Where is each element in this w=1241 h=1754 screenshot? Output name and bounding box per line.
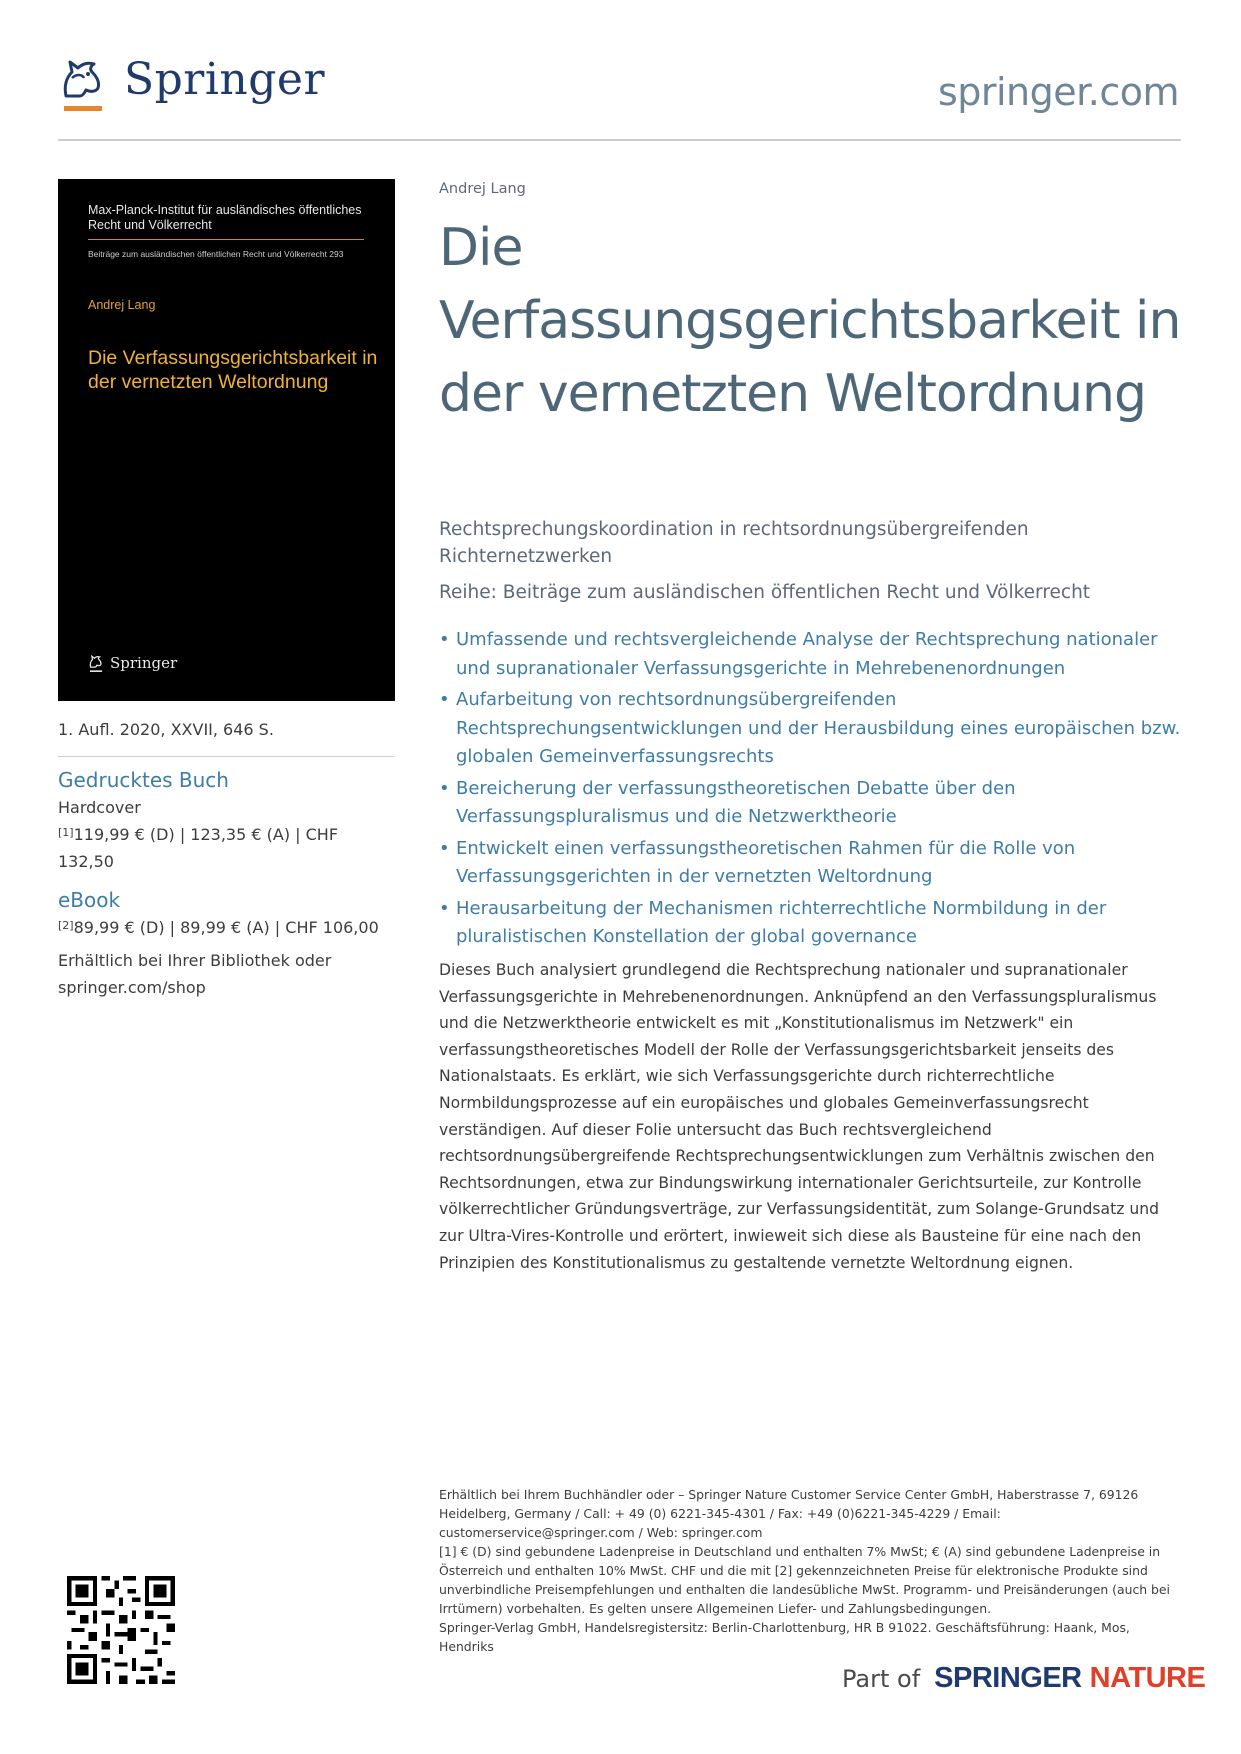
- ebook-footnote: [2]: [58, 919, 74, 932]
- brand-name: Springer: [124, 54, 325, 105]
- bullet-icon: •: [439, 837, 450, 859]
- cover-series: Beiträge zum ausländischen öffentlichen Recht und Völkerrecht 293: [88, 249, 344, 259]
- springer-horse-icon: [58, 52, 108, 114]
- ebook-price-line: [58, 914, 388, 941]
- book-title: Die Verfassungsgerichtsbarkeit in der vernetzten Weltordnung: [439, 218, 1181, 424]
- print-price: 119,99 € (D) | 123,35 € (A) | CHF 132,50: [58, 825, 339, 871]
- print-price-line: [58, 821, 388, 875]
- cover-divider: [88, 239, 364, 240]
- sidebar-divider: [58, 756, 395, 757]
- author-name: Andrej Lang: [439, 181, 526, 197]
- cover-title: Die Verfassungsgerichtsbarkeit in der vernetzten Weltordnung: [88, 347, 378, 393]
- footer-prices-note: [1] € (D) sind gebundene Ladenpreise in Deutschland und enthalten 7% MwSt; € (A) sind gebundene Ladenpreise in Österreich und enthalten 10% MwSt. CHF und die mit [2] gekennzeichneten Preise für elektronische Produkte sind unverbindliche Preisempfehlungen und enthalten die landesübliche MwSt. Programm- und Preisänderungen (auch bei Irrtümern) vorbehalten. Es gelten unsere Allgemeinen Liefer- und Zahlungsbedingungen.: [439, 1544, 1170, 1616]
- feature-item: [439, 626, 1181, 683]
- edition-info: 1. Aufl. 2020, XXVII, 646 S.: [58, 720, 274, 739]
- springer-nature-logo: [934, 1662, 1205, 1695]
- book-series: Reihe: Beiträge zum ausländischen öffentlichen Recht und Völkerrecht: [439, 582, 1091, 603]
- feature-item: [439, 835, 1181, 892]
- springer-nature-badge[interactable]: [842, 1662, 1205, 1695]
- footer-text: [439, 1485, 1184, 1656]
- cover-publisher: [88, 653, 177, 673]
- feature-item: [439, 775, 1181, 832]
- springer-horse-icon: [88, 653, 104, 673]
- feature-item: [439, 895, 1181, 952]
- qr-code-icon[interactable]: [67, 1576, 175, 1684]
- cover-author: Andrej Lang: [88, 298, 156, 312]
- feature-item: [439, 686, 1181, 772]
- bullet-icon: •: [439, 689, 450, 710]
- ebook-section: [58, 888, 388, 1001]
- bullet-icon: •: [439, 777, 450, 799]
- sn-word-springer: SPRINGER: [934, 1662, 1082, 1694]
- print-heading[interactable]: Gedrucktes Buch: [58, 768, 229, 792]
- feature-text: Entwickelt einen verfassungstheoretischen Rahmen für die Rolle von Verfassungsgerichten in der vernetzten Weltordnung: [456, 837, 1076, 887]
- feature-text: Herausarbeitung der Mechanismen richterrechtliche Normbildung in der pluralistischen Konstellation der global governance: [456, 897, 1107, 947]
- book-subtitle: Rechtsprechungskoordination in rechtsordnungsübergreifenden Richternetzwerken: [439, 519, 1029, 567]
- bullet-icon: •: [439, 629, 450, 650]
- ebook-price: 89,99 € (D) | 89,99 € (A) | CHF 106,00: [73, 918, 379, 937]
- header-divider: [58, 139, 1181, 141]
- book-description: Dieses Buch analysiert grundlegend die Rechtsprechung nationaler und supranationaler Verfassungsgerichte in Mehrebenenordnungen. Anknüpfend an den Verfassungspluralismus und die Netzwerktheorie entwickelt es mit „Konstitutionalismus im Netzwerk" ein verfassungstheoretisches Modell der Rolle der Verfassungsgerichtsbarkeit jenseits des Nationalstaats. Es erklärt, wie sich Verfassungsgerichte durch richterrechtliche Normbildungsprozesse auf ein europäisches und globales Gemeinverfassungsrecht verständigen. Auf dieser Folie untersucht das Buch rechtsvergleichend rechtsordnungsübergreifende Rechtsprechungsentwicklungen zum Verhältnis zwischen den Rechtsordnungen, etwa zur Bindungswirkung internationaler Gerichtsurteile, zur Kontrolle völkerrechtlicher Gründungsverträge, zur Verfassungsidentität, zum Solange-Grundsatz und zur Ultra-Vires-Kontrolle und erörtert, inwieweit sich diese als Bausteine für eine nach den Prinzipien des Konstitutionalismus zu gestaltende vernetzte Weltordnung eignen.: [439, 961, 1159, 1272]
- cover-publisher-name: Springer: [110, 654, 178, 672]
- sn-word-nature: NATURE: [1089, 1662, 1206, 1694]
- feature-text: Umfassende und rechtsvergleichende Analyse der Rechtsprechung nationaler und supranationaler Verfassungsgerichte in Mehrebenenordnungen: [456, 629, 1158, 679]
- print-book-section: [58, 768, 388, 875]
- feature-list: [439, 626, 1181, 955]
- availability-text: Erhältlich bei Ihrer Bibliothek oder springer.com/shop: [58, 951, 332, 997]
- feature-text: Bereicherung der verfassungstheoretischen Debatte über den Verfassungspluralismus und die Netzwerktheorie: [456, 777, 1016, 827]
- part-of-label: Part of: [842, 1665, 921, 1693]
- book-cover: [58, 179, 395, 701]
- print-format: Hardcover: [58, 798, 141, 817]
- springer-logo[interactable]: [58, 52, 325, 118]
- bullet-icon: •: [439, 897, 450, 919]
- ebook-heading[interactable]: eBook: [58, 888, 121, 912]
- footer-company: Springer-Verlag GmbH, Handelsregistersitz: Berlin-Charlottenburg, HR B 91022. Geschäftsführung: Haank, Mos, Hendriks: [439, 1620, 1130, 1654]
- cover-institute: Max-Planck-Institut für ausländisches öffentliches Recht und Völkerrecht: [88, 203, 362, 232]
- site-link[interactable]: springer.com: [937, 70, 1179, 114]
- print-footnote: [1]: [58, 826, 74, 839]
- footer-contact: Erhältlich bei Ihrem Buchhändler oder – Springer Nature Customer Service Center GmbH, Haberstrasse 7, 69126 Heidelberg, Germany / Call: + 49 (0) 6221-345-4301 / Fax: +49 (0)6221-345-4229 / Email: customerservice@springer.com / Web: springer.com: [439, 1487, 1139, 1540]
- feature-text: Aufarbeitung von rechtsordnungsübergreifenden Rechtsprechungsentwicklungen und der Herausbildung eines europäischen bzw. globalen Gemeinverfassungsrechts: [456, 689, 1181, 767]
